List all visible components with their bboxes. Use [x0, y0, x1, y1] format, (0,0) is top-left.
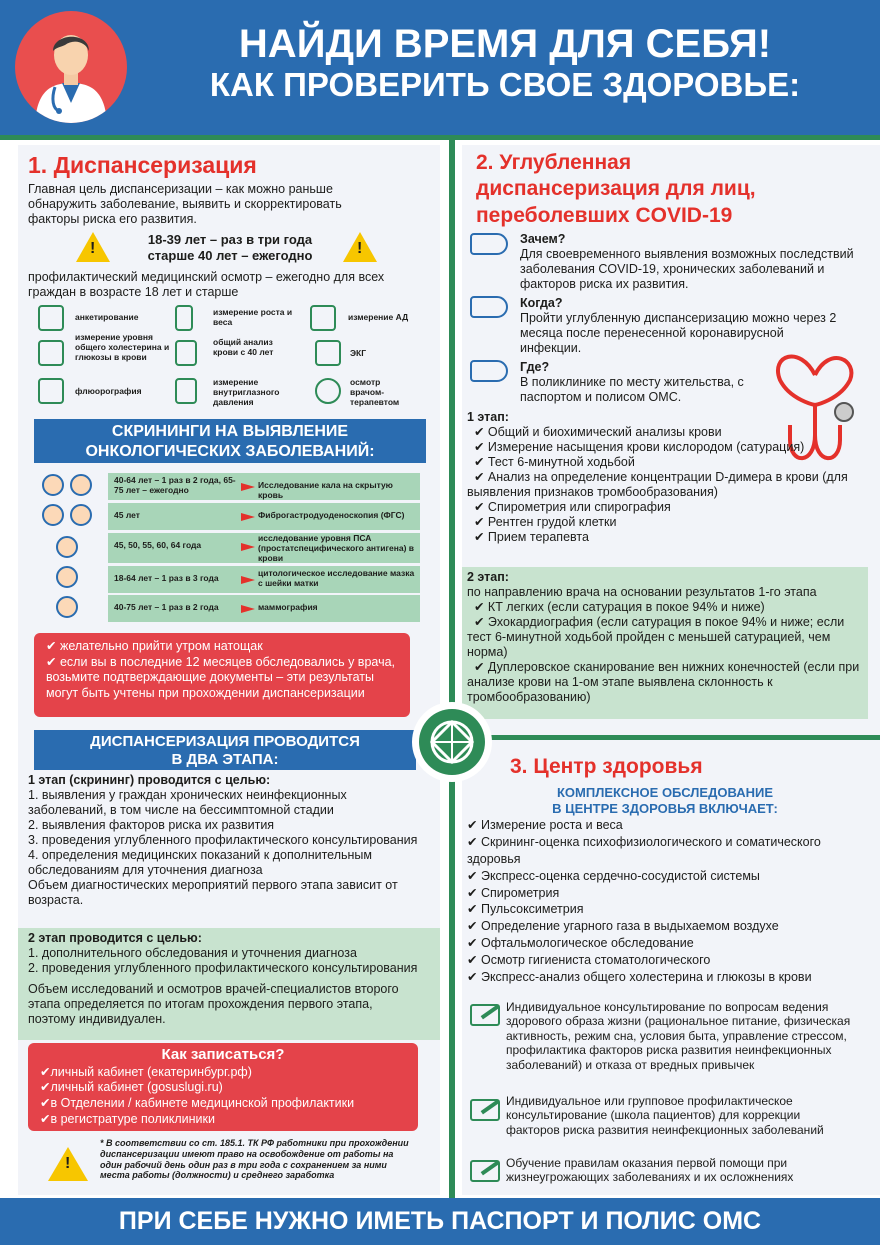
tip-item [46, 655, 398, 702]
consultation-item: Индивидуальное консультирование по вопросам ведения здорового образа жизни (рациональное питание, физическая активность, режим сна, условия быта, управление стрессом, профилактика факторов риска развития неинфекционных заболеваний) и отказа от вредных привычек [506, 1000, 851, 1072]
why-block [520, 232, 860, 292]
covid-stage1-item [467, 515, 867, 530]
screening-exam: исследование уровня ПСА (простатспецифического антигена) в крови [258, 533, 414, 563]
covid-stage1-text: Измерение насыщения крови кислородом (сатурация) [487, 440, 805, 454]
covid-stage1-text: Рентген грудой клетки [487, 515, 617, 529]
check-icon: ✔ [473, 530, 485, 544]
consultation-item: Индивидуальное или групповое профилактическое консультирование (школа пациентов) для коррекции факторов риска развития неинфекционных заболеваний [506, 1094, 824, 1137]
warning-icon: ! [48, 1147, 88, 1181]
screening-exam: маммография [258, 602, 318, 612]
check-icon: ✔ [473, 425, 485, 439]
frequency-line-1: 18-39 лет – раз в три года [147, 232, 313, 247]
warning-icon: ! [343, 232, 377, 262]
health-center-text: Скрининг-оценка психофизиологического и соматического здоровья [467, 834, 821, 866]
pencil-icon [470, 1099, 500, 1121]
covid-stage1-text: Анализ на определение концентрации D-димера в крови (для выявления признаков тромбообразования) [467, 470, 848, 499]
health-center-text: Экспресс-анализ общего холестерина и глюкозы в крови [480, 969, 812, 984]
health-center-text: Спирометрия [480, 885, 560, 900]
why-text: Для своевременного выявления возможных последствий заболевания COVID-19, хронических заболеваний и факторов риска их развития. [520, 247, 854, 291]
warning-icon: ! [76, 232, 110, 262]
check-icon: ✔ [467, 885, 478, 900]
flask-icon [175, 340, 197, 366]
health-center-item [467, 969, 867, 986]
exam-label: общий анализ крови с 40 лет [213, 337, 274, 357]
screening-row [108, 503, 420, 530]
doctor-icon [315, 378, 341, 404]
exam-label: анкетирование [75, 312, 139, 322]
frequency-block [125, 232, 335, 263]
exam-label: флюорография [75, 386, 142, 396]
section2-title-line-3: переболевших COVID-19 [476, 203, 733, 227]
signup-box [28, 1043, 418, 1131]
tips-box [34, 633, 410, 717]
ecg-icon [315, 340, 341, 366]
pointing-hand-icon [470, 233, 508, 255]
screening-age: 18-64 лет – 1 раз в 3 года [114, 573, 219, 583]
pencil-icon [470, 1004, 500, 1026]
why-label: Зачем? [520, 232, 566, 246]
covid-stage1-text: Общий и биохимический анализы крови [487, 425, 722, 439]
xray-icon [38, 378, 64, 404]
consultation-item: Обучение правилам оказания первой помощи при жизнеугрожающих заболеваниях и их осложнениях [506, 1156, 794, 1185]
check-icon: ✔ [473, 660, 485, 674]
covid-stage1-item [467, 530, 867, 545]
signup-item [40, 1096, 406, 1112]
covid-stage2-block [467, 570, 862, 705]
covid-stage2-text: Дуплеровское сканирование вен нижних конечностей (если при анализе крови на 1-ом этапе выявлена склонность к тромбообразованию) [467, 660, 860, 704]
blood-pressure-icon [310, 305, 336, 331]
section3-subtitle [480, 785, 850, 816]
signup-item [40, 1112, 406, 1128]
stages-title-line-2: В ДВА ЭТАПА: [171, 751, 279, 768]
signup-item [40, 1080, 406, 1096]
screening-age: 45 лет [114, 510, 140, 520]
covid-stage2-text: Эхокардиография (если сатурация в покое 94% и ниже; если тест 6-минутной ходьбой пройден с меньшей сатурацией, чем норма) [467, 615, 845, 659]
stage2-note: Объем исследований и осмотров врачей-специалистов второго этапа определяется по итогам прохождения первого этапа, поэтому индивидуален. [28, 982, 399, 1026]
section2-title-line-2: диспансеризация для лиц, [476, 177, 756, 201]
blood-cells-icon [38, 340, 64, 366]
tip-item [46, 639, 398, 655]
where-text: В поликлинике по месту жительства, с паспортом и полисом ОМС. [520, 375, 744, 404]
section3-title: 3. Центр здоровья [510, 755, 703, 778]
screening-row [108, 595, 420, 622]
check-icon: ✔ [473, 470, 485, 484]
covid-stage2-item [467, 615, 862, 660]
signup-text: личный кабинет (екатеринбург.рф) [50, 1064, 252, 1079]
arrow-right-icon [241, 543, 255, 551]
stage2-heading: 2 этап проводится с целью: [28, 931, 202, 945]
arrow-right-icon [241, 513, 255, 521]
pointing-hand-icon [470, 296, 508, 318]
divider [0, 135, 880, 140]
health-center-text: Осмотр гигиениста стоматологического [480, 953, 711, 967]
health-center-item [467, 868, 867, 885]
exam-label: ЭКГ [350, 348, 367, 358]
exam-label: измерение уровня общего холестерина и глюкозы в крови [75, 332, 170, 362]
arrow-right-icon [241, 605, 255, 613]
screening-age: 40-75 лет – 1 раз в 2 года [114, 602, 219, 612]
check-icon: ✔ [40, 1111, 51, 1126]
stage1-item: 4. определения медицинских показаний к дополнительным обследованиям для уточнения диагноза [28, 848, 372, 877]
covid-stage1-item [467, 455, 867, 470]
title-line-1: НАЙДИ ВРЕМЯ ДЛЯ СЕБЯ! [238, 22, 772, 66]
exam-label: измерение внутриглазного давления [213, 377, 280, 407]
arrow-right-icon [241, 483, 255, 491]
check-icon: ✔ [473, 600, 485, 614]
header [0, 0, 880, 135]
stage2-item: 1. дополнительного обследования и уточнения диагноза [28, 946, 357, 960]
screening-age: 45, 50, 55, 60, 64 года [114, 540, 202, 550]
stage2-item: 2. проведения углубленного профилактического консультирования [28, 961, 418, 975]
stage1-block [28, 773, 428, 908]
pencil-icon [470, 1160, 500, 1182]
screening-row [108, 533, 420, 563]
check-icon: ✔ [40, 1064, 51, 1079]
stage1-item: 3. проведения углубленного профилактического консультирования [28, 833, 418, 847]
check-icon: ✔ [467, 868, 478, 883]
frequency-line-2: старше 40 лет – ежегодно [147, 247, 313, 263]
covid-stage1-block [467, 410, 867, 545]
screening-exam: цитологическое исследование мазка с шейки матки [258, 568, 415, 588]
section1-intro: Главная цель диспансеризации – как можно раньше обнаружить заболевание, выявить и скорректировать факторы риска его развития. [28, 182, 342, 226]
covid-stage2-item [467, 660, 862, 705]
woman-icon [70, 504, 92, 526]
signup-item [40, 1065, 406, 1081]
covid-stage1-text: Спирометрия или спирография [487, 500, 671, 514]
section3-subtitle-line-2: В ЦЕНТРЕ ЗДОРОВЬЯ ВКЛЮЧАЕТ: [552, 800, 778, 816]
man-icon [42, 504, 64, 526]
emblem-icon [412, 702, 492, 782]
covid-stage1-text: Прием терапевта [487, 530, 589, 544]
covid-stage1-item [467, 470, 867, 500]
screening-row [108, 566, 420, 593]
check-icon: ✔ [467, 969, 478, 984]
man-icon [56, 536, 78, 558]
eye-pressure-icon [175, 378, 197, 404]
tip-text: желательно прийти утром натощак [59, 639, 263, 653]
check-icon: ✔ [467, 902, 478, 917]
health-center-item [467, 834, 867, 868]
section2-title [476, 150, 756, 229]
covid-stage2-intro: по направлению врача на основании результатов 1-го этапа [467, 585, 817, 599]
exam-label: осмотр врачом-терапевтом [350, 377, 400, 407]
check-icon: ✔ [473, 500, 485, 514]
health-center-item [467, 901, 867, 918]
screening-age: 40-64 лет – 1 раз в 2 года, 65-75 лет – ежегодно [114, 475, 236, 495]
footnote: * В соответствии со ст. 185.1. ТК РФ работники при прохождении диспансеризации имеют право на освобождение от работы на один рабочий день один раз в три года с сохранением за ними места работы (должности) и среднего заработка [100, 1138, 409, 1181]
covid-stage2-item [467, 600, 862, 615]
signup-title: Как записаться? [161, 1046, 285, 1063]
doctor-icon [15, 11, 127, 123]
check-icon: ✔ [473, 615, 485, 629]
where-block [520, 360, 780, 405]
clipboard-icon [38, 305, 64, 331]
woman-icon [56, 566, 78, 588]
check-icon: ✔ [467, 834, 478, 849]
check-icon: ✔ [40, 1096, 51, 1110]
where-label: Где? [520, 360, 550, 374]
stage1-heading: 1 этап (скрининг) проводится с целью: [28, 773, 271, 787]
check-icon: ✔ [46, 654, 60, 669]
health-center-item [467, 935, 867, 952]
health-center-text: Офтальмологическое обследование [480, 936, 694, 951]
covid-stage2-text: КТ легких (если сатурация в покое 94% и ниже) [487, 600, 765, 614]
section1-title: 1. Диспансеризация [28, 152, 257, 178]
stage1-item: 2. выявления факторов риска их развития [28, 818, 275, 832]
check-icon: ✔ [473, 440, 485, 454]
screening-row [108, 473, 420, 500]
covid-stage2-heading: 2 этап: [467, 570, 509, 584]
pointing-hand-icon [470, 360, 508, 382]
stage1-item: 1. выявления у граждан хронических неинфекционных заболеваний, в том числе на бессимптомной стадии [28, 788, 347, 817]
signup-text: в Отделении / кабинете медицинской профилактики [50, 1096, 355, 1110]
health-center-text: Экспресс-оценка сердечно-сосудистой системы [480, 868, 760, 883]
section2-title-line-1: 2. Углубленная [476, 151, 632, 174]
health-center-text: Пульсоксиметрия [480, 902, 584, 917]
check-icon: ✔ [467, 936, 478, 951]
tip-text: если вы в последние 12 месяцев обследовались у врача, возьмите подтверждающие документы – эти результаты могут быть учтены при прохождении диспансеризации [46, 654, 396, 700]
signup-text: в регистратуре поликлиники [50, 1111, 215, 1126]
when-label: Когда? [520, 296, 563, 310]
check-icon: ✔ [467, 919, 478, 934]
page-title [140, 22, 870, 104]
height-icon [175, 305, 193, 331]
stages-title [34, 730, 416, 770]
check-icon: ✔ [473, 455, 485, 469]
footer-banner: ПРИ СЕБЕ НУЖНО ИМЕТЬ ПАСПОРТ И ПОЛИС ОМС [0, 1198, 880, 1245]
check-icon: ✔ [40, 1080, 51, 1095]
vertical-divider [449, 135, 455, 1198]
covid-stage1-item [467, 425, 867, 440]
exam-label: измерение АД [348, 312, 409, 322]
covid-stage1-text: Тест 6-минутной ходьбой [487, 455, 635, 469]
screening-title-line-2: ОНКОЛОГИЧЕСКИХ ЗАБОЛЕВАНИЙ: [85, 443, 375, 460]
stage2-block [28, 931, 418, 1027]
woman-icon [70, 474, 92, 496]
arrow-right-icon [241, 576, 255, 584]
screening-title-line-1: СКРИНИНГИ НА ВЫЯВЛЕНИЕ [111, 423, 349, 440]
health-center-text: Измерение роста и веса [480, 818, 623, 832]
signup-text: личный кабинет (gosuslugi.ru) [50, 1080, 223, 1095]
check-icon: ✔ [467, 953, 478, 967]
woman-icon [56, 596, 78, 618]
health-center-item [467, 918, 867, 935]
check-icon: ✔ [46, 639, 60, 653]
horizontal-divider [455, 735, 880, 740]
exam-label: измерение роста и веса [213, 307, 293, 327]
title-line-2: КАК ПРОВЕРИТЬ СВОЕ ЗДОРОВЬЕ: [209, 65, 801, 103]
prof-exam-text: профилактический медицинский осмотр – ежегодно для всех граждан в возрасте 18 лет и старше [28, 270, 385, 299]
check-icon: ✔ [473, 515, 485, 529]
covid-stage1-heading: 1 этап: [467, 410, 509, 424]
check-icon: ✔ [467, 818, 478, 832]
screening-exam: Исследование кала на скрытую кровь [258, 480, 393, 500]
health-center-list [467, 817, 867, 986]
health-center-item [467, 817, 867, 834]
screening-exam: Фиброгастродуоденоскопия (ФГС) [258, 510, 405, 520]
stage1-note: Объем диагностических мероприятий первого этапа зависит от возраста. [28, 878, 398, 907]
section3-subtitle-line-1: КОМПЛЕКСНОЕ ОБСЛЕДОВАНИЕ [557, 785, 773, 800]
covid-stage1-item [467, 440, 867, 455]
screening-title [34, 419, 426, 463]
man-icon [42, 474, 64, 496]
when-text: Пройти углубленную диспансеризацию можно через 2 месяца после перенесенной коронавирусной инфекции. [520, 311, 837, 355]
health-center-text: Определение угарного газа в выдыхаемом воздухе [480, 919, 779, 934]
stages-title-line-1: ДИСПАНСЕРИЗАЦИЯ ПРОВОДИТСЯ [90, 733, 360, 750]
health-center-item [467, 952, 867, 969]
covid-stage1-item [467, 500, 867, 515]
health-center-item [467, 885, 867, 902]
